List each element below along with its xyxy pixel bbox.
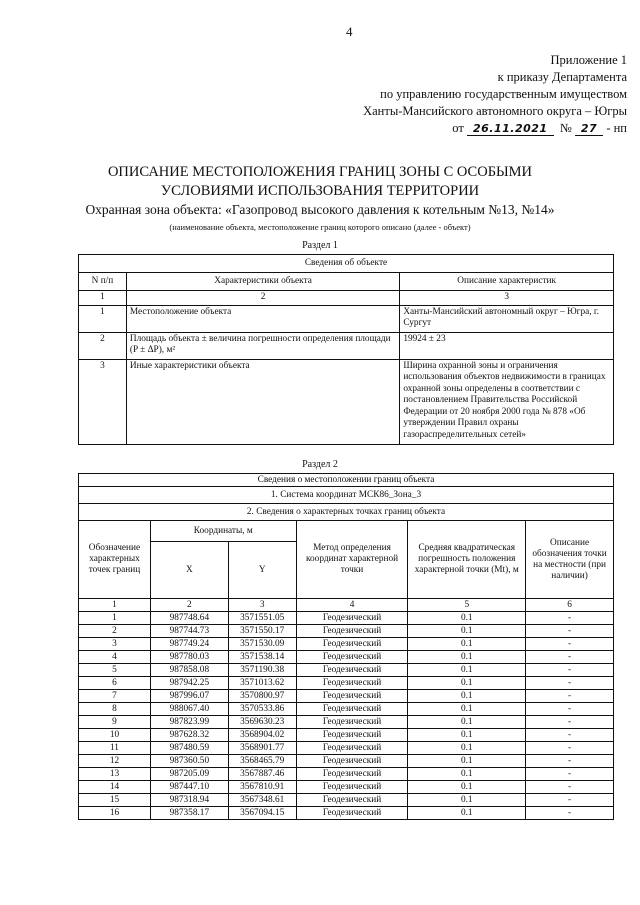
point-id: 2 bbox=[79, 625, 151, 638]
point-description: - bbox=[526, 755, 614, 768]
method: Геодезический bbox=[296, 729, 408, 742]
point-description: - bbox=[526, 625, 614, 638]
coord-y: 3569630.23 bbox=[228, 716, 296, 729]
error: 0.1 bbox=[408, 677, 526, 690]
point-id: 13 bbox=[79, 768, 151, 781]
coord-y: 3567094.15 bbox=[228, 807, 296, 820]
section-1-label: Раздел 1 bbox=[302, 240, 338, 251]
table-row bbox=[79, 703, 614, 716]
error: 0.1 bbox=[408, 807, 526, 820]
method: Геодезический bbox=[296, 781, 408, 794]
object-info-table bbox=[78, 254, 614, 445]
col-num-2: 2 bbox=[126, 291, 399, 306]
table-row bbox=[79, 332, 614, 359]
error: 0.1 bbox=[408, 664, 526, 677]
row-characteristic: Местоположение объекта bbox=[126, 305, 399, 332]
col-method: Метод определения координат характерной точки bbox=[296, 521, 408, 599]
appendix-line-2: к приказу Департамента bbox=[497, 70, 627, 84]
point-description: - bbox=[526, 664, 614, 677]
table-row bbox=[79, 625, 614, 638]
method: Геодезический bbox=[296, 690, 408, 703]
error: 0.1 bbox=[408, 638, 526, 651]
error: 0.1 bbox=[408, 768, 526, 781]
location-header: Сведения о местоположении границ объекта bbox=[79, 474, 614, 487]
point-description: - bbox=[526, 703, 614, 716]
coord-y: 3567348.61 bbox=[228, 794, 296, 807]
coord-y: 3567810.91 bbox=[228, 781, 296, 794]
coord-x: 987628.32 bbox=[150, 729, 228, 742]
coord-x: 987447.10 bbox=[150, 781, 228, 794]
table-row bbox=[79, 612, 614, 625]
col-num-3: 3 bbox=[400, 291, 614, 306]
col-num: 2 bbox=[150, 599, 228, 612]
title-line-1: ОПИСАНИЕ МЕСТОПОЛОЖЕНИЯ ГРАНИЦ ЗОНЫ С ОСОБЫМИ bbox=[107, 164, 533, 180]
col-designation: Обозначение характерных точек границ bbox=[79, 521, 151, 599]
object-subtitle: Охранная зона объекта: «Газопровод высокого давления к котельным №13, №14» bbox=[85, 202, 555, 217]
point-description: - bbox=[526, 794, 614, 807]
method: Геодезический bbox=[296, 664, 408, 677]
point-id: 10 bbox=[79, 729, 151, 742]
appendix-line-1: Приложение 1 bbox=[550, 53, 627, 67]
row-description: Ханты-Мансийский автономный округ – Югра, г. Сургут bbox=[400, 305, 614, 332]
error: 0.1 bbox=[408, 625, 526, 638]
point-id: 3 bbox=[79, 638, 151, 651]
col-num: 3 bbox=[228, 599, 296, 612]
order-number: 27 bbox=[575, 122, 603, 136]
col-error: Средняя квадратическая погрешность положения характерной точки (Mt), м bbox=[408, 521, 526, 599]
method: Геодезический bbox=[296, 638, 408, 651]
coord-x: 987858.08 bbox=[150, 664, 228, 677]
coord-x: 987480.59 bbox=[150, 742, 228, 755]
row-number: 3 bbox=[79, 359, 127, 444]
points-header: 2. Сведения о характерных точках границ объекта bbox=[79, 504, 614, 521]
coord-x: 987744.73 bbox=[150, 625, 228, 638]
method: Геодезический bbox=[296, 677, 408, 690]
document-title bbox=[0, 163, 640, 201]
error: 0.1 bbox=[408, 729, 526, 742]
col-y: Y bbox=[228, 542, 296, 599]
coord-x: 987360.50 bbox=[150, 755, 228, 768]
object-info-header: Сведения об объекте bbox=[79, 255, 614, 273]
error: 0.1 bbox=[408, 755, 526, 768]
point-description: - bbox=[526, 612, 614, 625]
coord-x: 987748.64 bbox=[150, 612, 228, 625]
table-row bbox=[79, 794, 614, 807]
point-description: - bbox=[526, 677, 614, 690]
column-numbers bbox=[79, 599, 614, 612]
table-row bbox=[79, 359, 614, 444]
method: Геодезический bbox=[296, 755, 408, 768]
table-row bbox=[79, 690, 614, 703]
coord-y: 3571551.05 bbox=[228, 612, 296, 625]
error: 0.1 bbox=[408, 742, 526, 755]
col-header-num: N п/п bbox=[79, 273, 127, 291]
row-description: Ширина охранной зоны и ограничения использования объектов недвижимости в границах охранной зоны определены в соответствии с постановлением Правительства Российской Федерации от 20 ноября 2000 года № 878 «Об утверждении Правил охраны газораспределительных сетей» bbox=[400, 359, 614, 444]
col-coordinates: Координаты, м bbox=[150, 521, 296, 542]
col-header-characteristics: Характеристики объекта bbox=[126, 273, 399, 291]
error: 0.1 bbox=[408, 794, 526, 807]
coord-y: 3570533.86 bbox=[228, 703, 296, 716]
table-row bbox=[79, 781, 614, 794]
coordinate-system: 1. Система координат МСК86_Зона_3 bbox=[79, 487, 614, 504]
row-characteristic: Иные характеристики объекта bbox=[126, 359, 399, 444]
table-row bbox=[79, 768, 614, 781]
object-subnote: (наименование объекта, местоположение границ которого описано (далее - объект) bbox=[169, 222, 471, 232]
error: 0.1 bbox=[408, 651, 526, 664]
point-id: 1 bbox=[79, 612, 151, 625]
page-number: 4 bbox=[346, 24, 353, 39]
coord-x: 987749.24 bbox=[150, 638, 228, 651]
coord-y: 3571530.09 bbox=[228, 638, 296, 651]
appendix-date-line bbox=[363, 120, 627, 137]
point-id: 8 bbox=[79, 703, 151, 716]
date-prefix: от bbox=[452, 121, 464, 135]
method: Геодезический bbox=[296, 768, 408, 781]
error: 0.1 bbox=[408, 690, 526, 703]
coord-y: 3571013.62 bbox=[228, 677, 296, 690]
coord-x: 987318.94 bbox=[150, 794, 228, 807]
order-date: 26.11.2021 bbox=[467, 122, 554, 136]
number-prefix: № bbox=[559, 121, 572, 135]
number-suffix: - нп bbox=[606, 121, 627, 135]
method: Геодезический bbox=[296, 807, 408, 820]
coord-x: 987205.09 bbox=[150, 768, 228, 781]
appendix-line-3: по управлению государственным имуществом bbox=[380, 87, 627, 101]
point-description: - bbox=[526, 651, 614, 664]
error: 0.1 bbox=[408, 703, 526, 716]
error: 0.1 bbox=[408, 612, 526, 625]
coord-y: 3567887.46 bbox=[228, 768, 296, 781]
col-point-description: Описание обозначения точки на местности (при наличии) bbox=[526, 521, 614, 599]
table-row bbox=[79, 638, 614, 651]
section-2-label: Раздел 2 bbox=[302, 459, 338, 470]
method: Геодезический bbox=[296, 651, 408, 664]
coord-x: 987780.03 bbox=[150, 651, 228, 664]
table-row bbox=[79, 651, 614, 664]
row-description: 19924 ± 23 bbox=[400, 332, 614, 359]
point-id: 15 bbox=[79, 794, 151, 807]
coord-x: 987358.17 bbox=[150, 807, 228, 820]
appendix-block bbox=[363, 52, 627, 137]
point-description: - bbox=[526, 781, 614, 794]
table-row bbox=[79, 664, 614, 677]
coord-x: 987996.07 bbox=[150, 690, 228, 703]
point-description: - bbox=[526, 742, 614, 755]
coord-y: 3568465.79 bbox=[228, 755, 296, 768]
coord-y: 3570800.97 bbox=[228, 690, 296, 703]
point-id: 11 bbox=[79, 742, 151, 755]
coord-x: 987823.99 bbox=[150, 716, 228, 729]
table-row bbox=[79, 729, 614, 742]
error: 0.1 bbox=[408, 781, 526, 794]
coord-y: 3568901.77 bbox=[228, 742, 296, 755]
method: Геодезический bbox=[296, 625, 408, 638]
table-row bbox=[79, 742, 614, 755]
title-line-2: УСЛОВИЯМИ ИСПОЛЬЗОВАНИЯ ТЕРРИТОРИИ bbox=[160, 183, 480, 199]
point-description: - bbox=[526, 638, 614, 651]
row-characteristic: Площадь объекта ± величина погрешности определения площади (P ± ΔP), м² bbox=[126, 332, 399, 359]
table-row bbox=[79, 677, 614, 690]
col-x: X bbox=[150, 542, 228, 599]
point-id: 7 bbox=[79, 690, 151, 703]
point-description: - bbox=[526, 690, 614, 703]
appendix-line-4: Ханты-Мансийского автономного округа – Югры bbox=[363, 104, 627, 118]
table-row bbox=[79, 807, 614, 820]
coord-y: 3571550.17 bbox=[228, 625, 296, 638]
point-id: 5 bbox=[79, 664, 151, 677]
col-num: 4 bbox=[296, 599, 408, 612]
point-id: 12 bbox=[79, 755, 151, 768]
point-id: 9 bbox=[79, 716, 151, 729]
coord-x: 988067.40 bbox=[150, 703, 228, 716]
col-num-1: 1 bbox=[79, 291, 127, 306]
point-description: - bbox=[526, 716, 614, 729]
col-header-description: Описание характеристик bbox=[400, 273, 614, 291]
coord-x: 987942.25 bbox=[150, 677, 228, 690]
point-id: 14 bbox=[79, 781, 151, 794]
boundary-points-table bbox=[78, 473, 614, 820]
coord-y: 3568904.02 bbox=[228, 729, 296, 742]
table-row bbox=[79, 305, 614, 332]
row-number: 1 bbox=[79, 305, 127, 332]
method: Геодезический bbox=[296, 742, 408, 755]
point-id: 6 bbox=[79, 677, 151, 690]
row-number: 2 bbox=[79, 332, 127, 359]
error: 0.1 bbox=[408, 716, 526, 729]
table-row bbox=[79, 716, 614, 729]
coord-y: 3571190.38 bbox=[228, 664, 296, 677]
coord-y: 3571538.14 bbox=[228, 651, 296, 664]
point-description: - bbox=[526, 729, 614, 742]
method: Геодезический bbox=[296, 794, 408, 807]
point-description: - bbox=[526, 807, 614, 820]
table-row bbox=[79, 755, 614, 768]
point-id: 4 bbox=[79, 651, 151, 664]
points-body bbox=[79, 612, 614, 820]
method: Геодезический bbox=[296, 612, 408, 625]
point-description: - bbox=[526, 768, 614, 781]
col-num: 5 bbox=[408, 599, 526, 612]
col-num: 6 bbox=[526, 599, 614, 612]
point-id: 16 bbox=[79, 807, 151, 820]
method: Геодезический bbox=[296, 716, 408, 729]
method: Геодезический bbox=[296, 703, 408, 716]
col-num: 1 bbox=[79, 599, 151, 612]
